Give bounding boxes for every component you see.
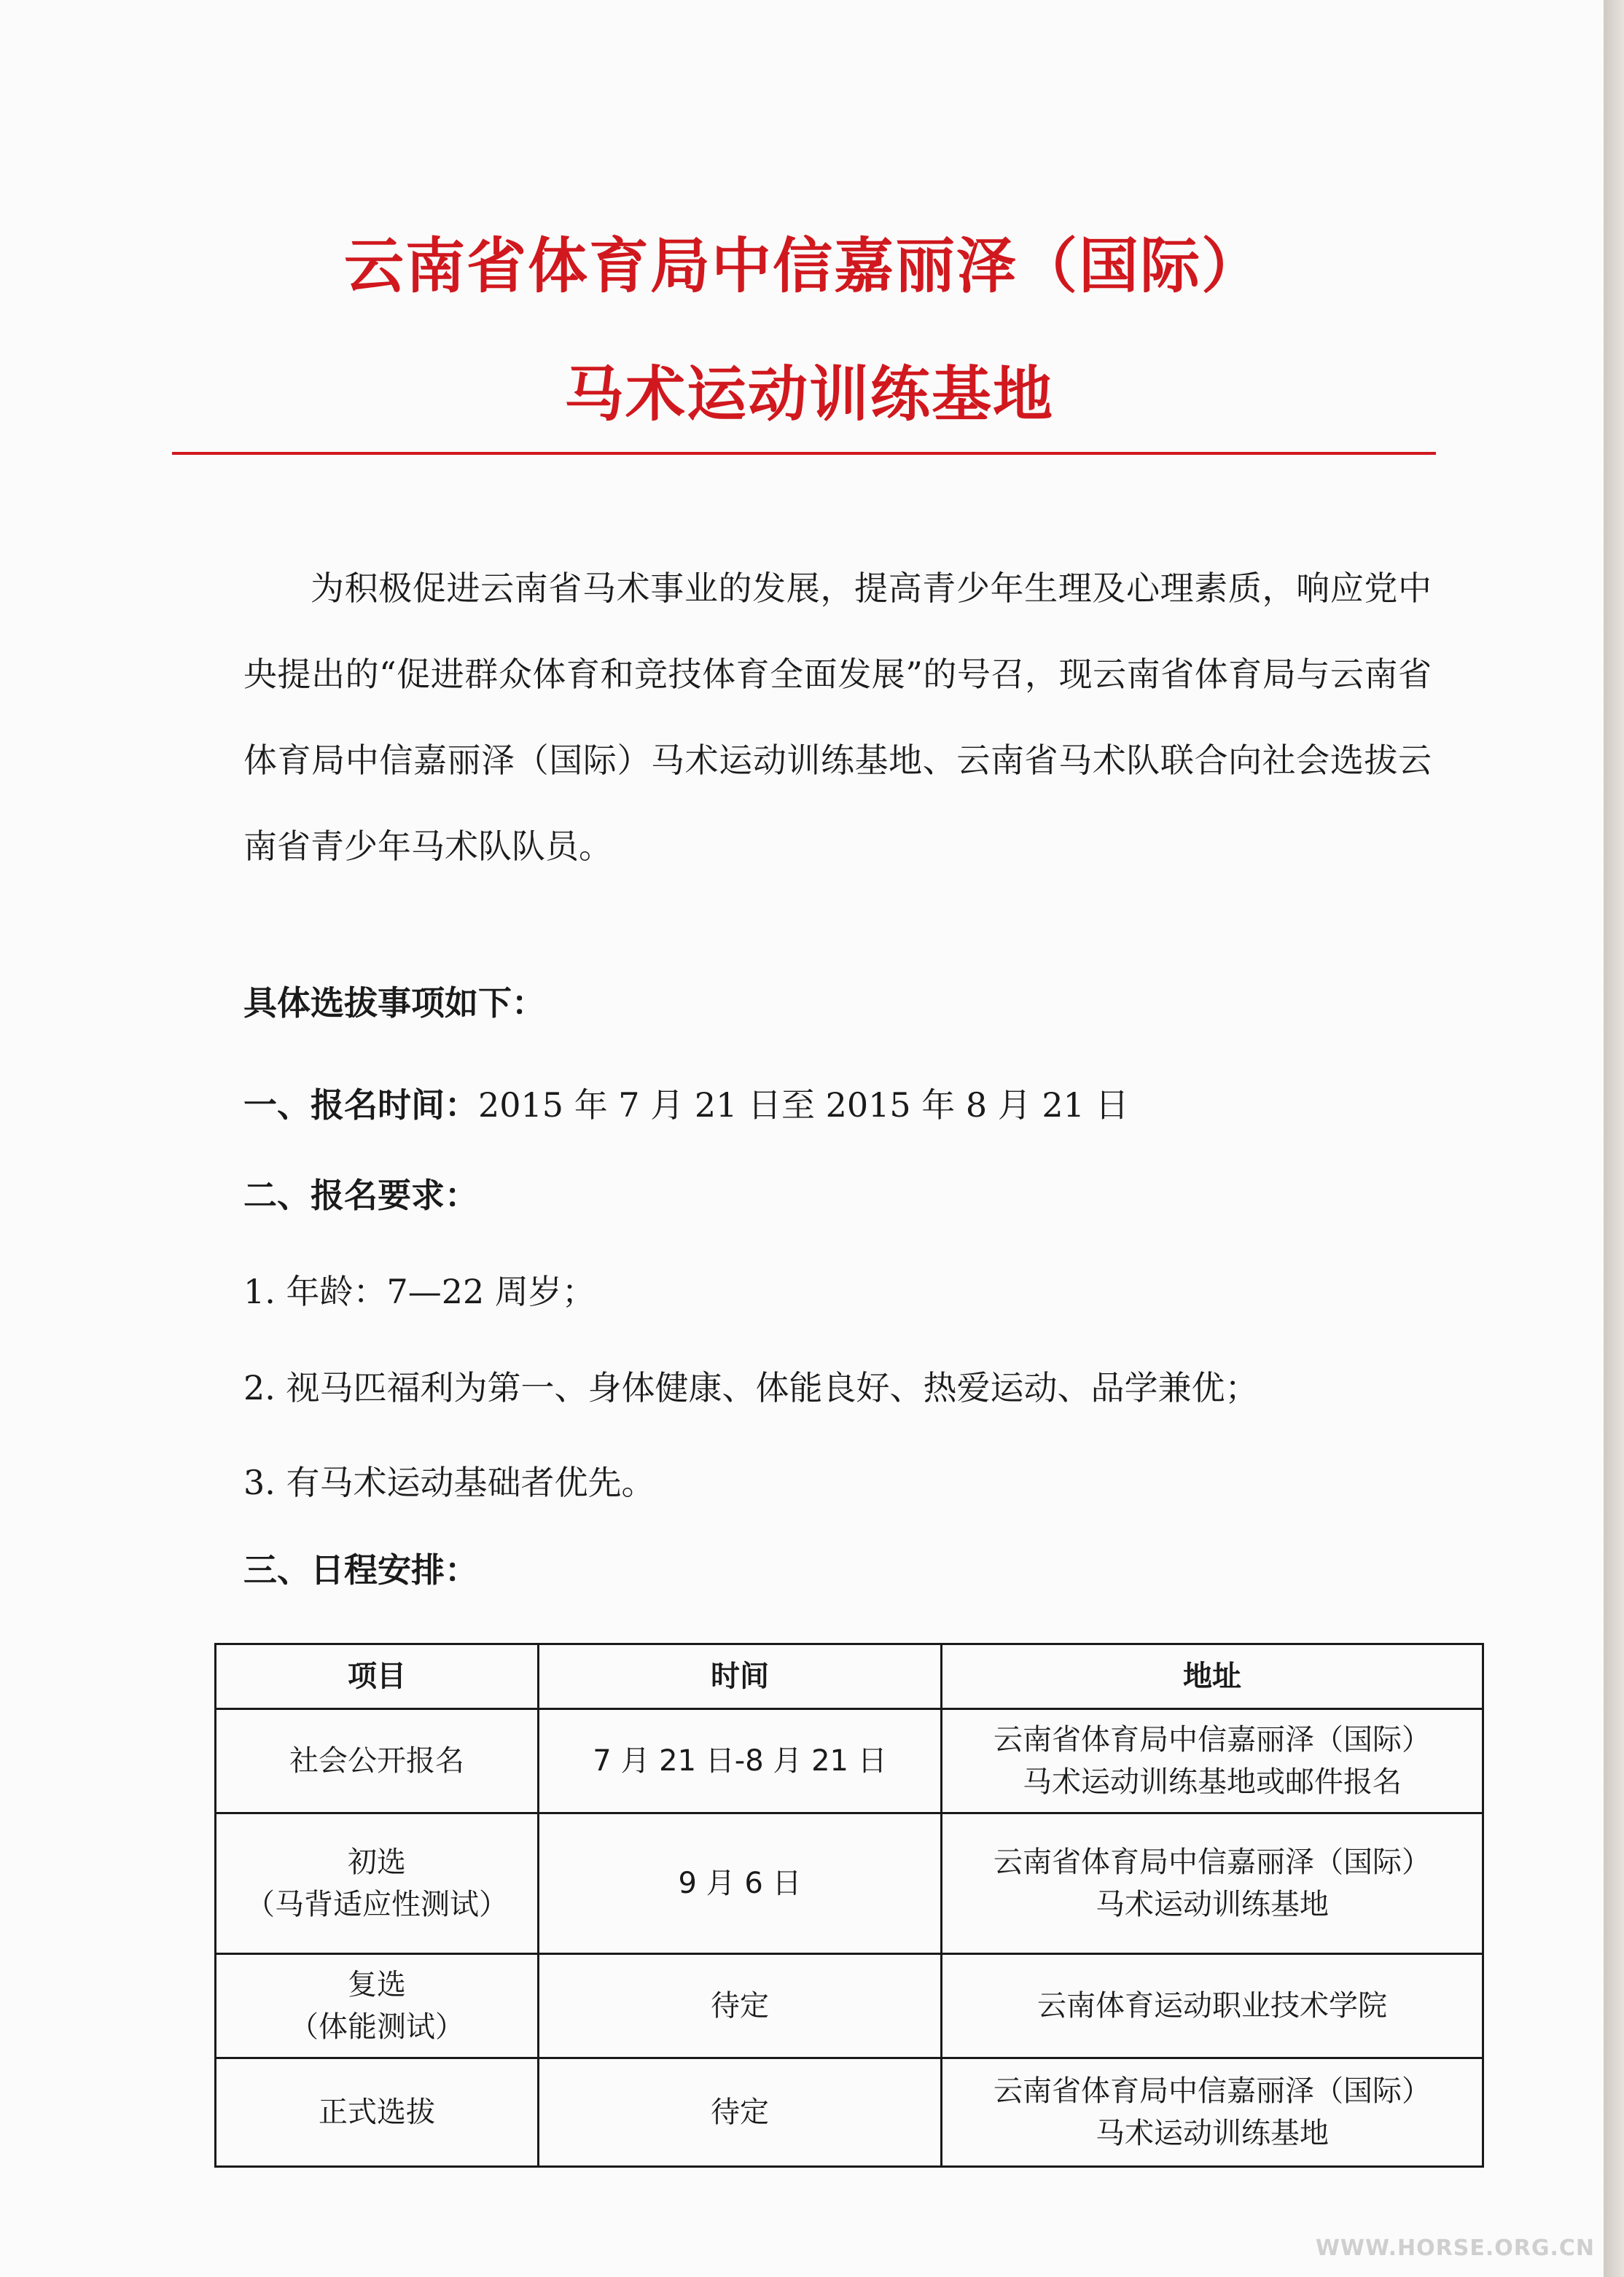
table-row [216, 1813, 1483, 1954]
table-header-cell: 项目 [216, 1644, 539, 1709]
document-title-line2: 马术运动训练基地 [563, 360, 1054, 429]
requirement-item: 1. 年龄：7—22 周岁； [243, 1272, 596, 1311]
registration-time-value: 2015 年 7 月 21 日至 2015 年 8 月 21 日 [478, 1085, 1129, 1125]
document-title-line1: 云南省体育局中信嘉丽泽（国际） [343, 232, 1262, 301]
table-row [216, 1709, 1483, 1813]
table-cell-item: 正式选拔 [216, 2058, 539, 2167]
intro-paragraph: 为积极促进云南省马术事业的发展，提高青少年生理及心理素质，响应党中央提出的“促进群众体育和竞技体育全面发展”的号召，现云南省体育局与云南省体育局中信嘉丽泽（国际）马术运动训练基地、云南省马术队联合向社会选拔云南省青少年马术队队员。 [243, 569, 1432, 866]
table-cell-time: 9 月 6 日 [539, 1813, 942, 1954]
registration-time [243, 1079, 1129, 1127]
requirement-item: 2. 视马匹福利为第一、身体健康、体能良好、热爱运动、品学兼优； [243, 1368, 1259, 1407]
table-cell-item: 社会公开报名 [216, 1709, 539, 1813]
table-cell-place: 云南体育运动职业技术学院 [942, 1954, 1483, 2058]
table-cell-place: 云南省体育局中信嘉丽泽（国际） 马术运动训练基地或邮件报名 [942, 1709, 1483, 1813]
title-divider [172, 452, 1436, 455]
table-cell-item: 复选 （体能测试） [216, 1954, 539, 2058]
table-cell-time: 待定 [539, 1954, 942, 2058]
table-header-cell: 地址 [942, 1644, 1483, 1709]
schedule-table [214, 1643, 1484, 2168]
table-cell-time: 7 月 21 日-8 月 21 日 [539, 1709, 942, 1813]
requirements-heading: 二、报名要求： [243, 1176, 478, 1215]
table-row [216, 2058, 1483, 2167]
schedule-heading: 三、日程安排： [243, 1550, 478, 1590]
table-cell-item: 初选 （马背适应性测试） [216, 1813, 539, 1954]
registration-time-label: 一、报名时间： [243, 1085, 478, 1125]
table-cell-time: 待定 [539, 2058, 942, 2167]
table-row [216, 1954, 1483, 2058]
details-heading: 具体选拔事项如下： [243, 983, 545, 1023]
table-header-cell: 时间 [539, 1644, 942, 1709]
table-cell-place: 云南省体育局中信嘉丽泽（国际） 马术运动训练基地 [942, 1813, 1483, 1954]
site-watermark: WWW.HORSE.ORG.CN [1315, 2235, 1595, 2261]
table-header-row [216, 1644, 1483, 1709]
page-edge-shadow [1604, 0, 1624, 2277]
requirement-item: 3. 有马术运动基础者优先。 [243, 1463, 655, 1502]
table-cell-place: 云南省体育局中信嘉丽泽（国际） 马术运动训练基地 [942, 2058, 1483, 2167]
